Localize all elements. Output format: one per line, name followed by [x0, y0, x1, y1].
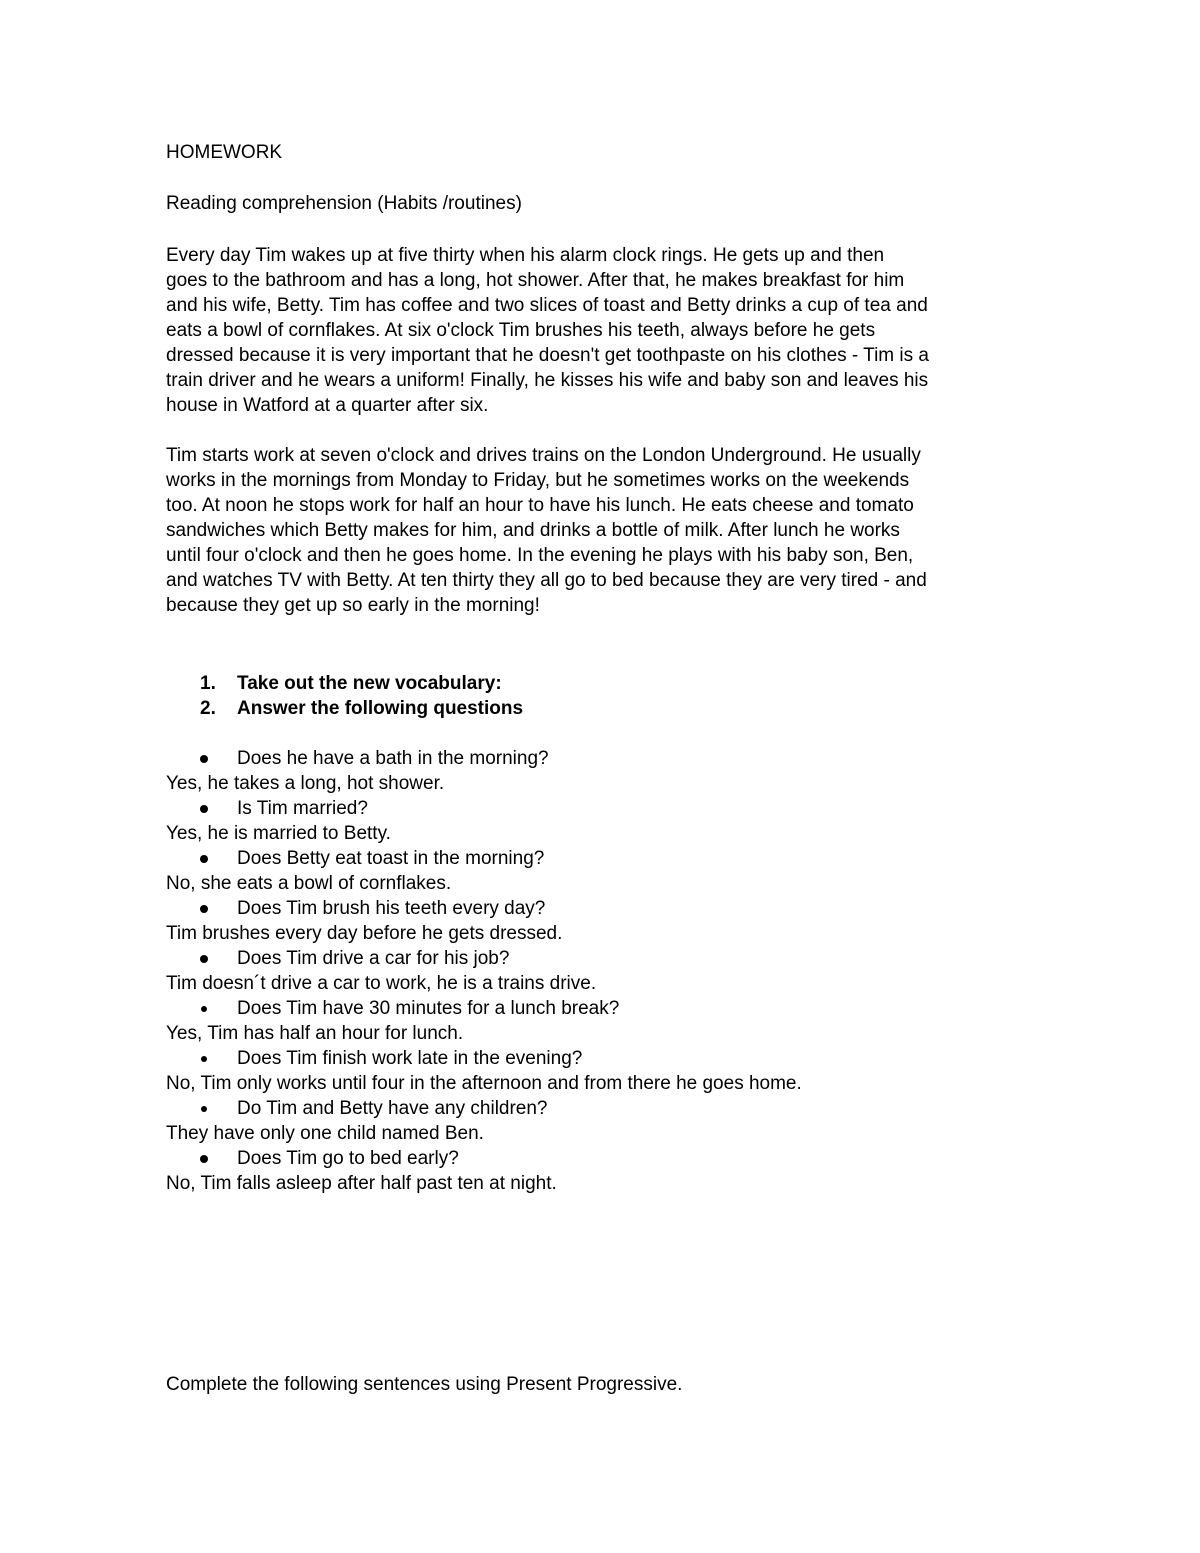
- question-text: Does Tim go to bed early?: [237, 1148, 459, 1169]
- question-text: Does he have a bath in the morning?: [237, 748, 549, 769]
- question-text: Does Tim finish work late in the evening?: [237, 1048, 583, 1069]
- section-subtitle: Reading comprehension (Habits /routines): [166, 193, 522, 214]
- question-text: Does Tim brush his teeth every day?: [237, 898, 546, 919]
- bullet-icon: [200, 955, 208, 963]
- answer-text: No, Tim falls asleep after half past ten at night.: [166, 1173, 557, 1194]
- bullet-icon: [201, 1006, 207, 1012]
- paragraph-line: too. At noon he stops work for half an hour to have his lunch. He eats cheese and tomato: [166, 495, 914, 516]
- paragraph-line: because they get up so early in the morning!: [166, 595, 540, 616]
- answer-text: Yes, Tim has half an hour for lunch.: [166, 1023, 464, 1044]
- bullet-icon: [201, 1106, 207, 1112]
- paragraph-line: Every day Tim wakes up at five thirty when his alarm clock rings. He gets up and then: [166, 245, 885, 266]
- closing-instruction: Complete the following sentences using Present Progressive.: [166, 1374, 683, 1395]
- answer-text: Yes, he takes a long, hot shower.: [166, 773, 445, 794]
- answer-text: Tim doesn´t drive a car to work, he is a trains drive.: [166, 973, 597, 994]
- answer-text: No, she eats a bowl of cornflakes.: [166, 873, 452, 894]
- bullet-icon: [200, 905, 208, 913]
- reading-paragraph-1: [166, 243, 1046, 418]
- paragraph-line: house in Watford at a quarter after six.: [166, 395, 489, 416]
- question-text: Does Betty eat toast in the morning?: [237, 848, 545, 869]
- paragraph-line: sandwiches which Betty makes for him, and drinks a bottle of milk. After lunch he works: [166, 520, 900, 541]
- bullet-icon: [200, 855, 208, 863]
- paragraph-line: and his wife, Betty. Tim has coffee and two slices of toast and Betty drinks a cup of tea and: [166, 295, 928, 316]
- bullet-icon: [201, 1056, 207, 1062]
- paragraph-line: eats a bowl of cornflakes. At six o'clock Tim brushes his teeth, always before he gets: [166, 320, 876, 341]
- question-text: Does Tim have 30 minutes for a lunch break?: [237, 998, 620, 1019]
- paragraph-line: Tim starts work at seven o'clock and drives trains on the London Underground. He usually: [166, 445, 921, 466]
- task-item: [200, 696, 523, 721]
- paragraph-line: train driver and he wears a uniform! Finally, he kisses his wife and baby son and leaves his: [166, 370, 929, 391]
- task-number: 2.: [200, 698, 216, 719]
- task-number: 1.: [200, 673, 216, 694]
- question-text: Does Tim drive a car for his job?: [237, 948, 510, 969]
- task-item: [200, 671, 502, 696]
- bullet-icon: [200, 1155, 208, 1163]
- answer-text: Tim brushes every day before he gets dressed.: [166, 923, 563, 944]
- question-text: Do Tim and Betty have any children?: [237, 1098, 548, 1119]
- paragraph-line: until four o'clock and then he goes home. In the evening he plays with his baby son, Ben,: [166, 545, 914, 566]
- task-text: Answer the following questions: [237, 698, 524, 719]
- reading-paragraph-2: [166, 443, 1046, 618]
- page-title: HOMEWORK: [166, 142, 283, 163]
- task-text: Take out the new vocabulary:: [237, 673, 502, 694]
- paragraph-line: works in the mornings from Monday to Friday, but he sometimes works on the weekends: [166, 470, 910, 491]
- answer-text: They have only one child named Ben.: [166, 1123, 484, 1144]
- paragraph-line: dressed because it is very important that he doesn't get toothpaste on his clothes - Tim is a: [166, 345, 929, 366]
- question-text: Is Tim married?: [237, 798, 368, 819]
- paragraph-line: goes to the bathroom and has a long, hot shower. After that, he makes breakfast for him: [166, 270, 905, 291]
- bullet-icon: [200, 755, 208, 763]
- bullet-icon: [200, 805, 208, 813]
- paragraph-line: and watches TV with Betty. At ten thirty they all go to bed because they are very tired - and: [166, 570, 927, 591]
- answer-text: Yes, he is married to Betty.: [166, 823, 391, 844]
- answer-text: No, Tim only works until four in the afternoon and from there he goes home.: [166, 1073, 802, 1094]
